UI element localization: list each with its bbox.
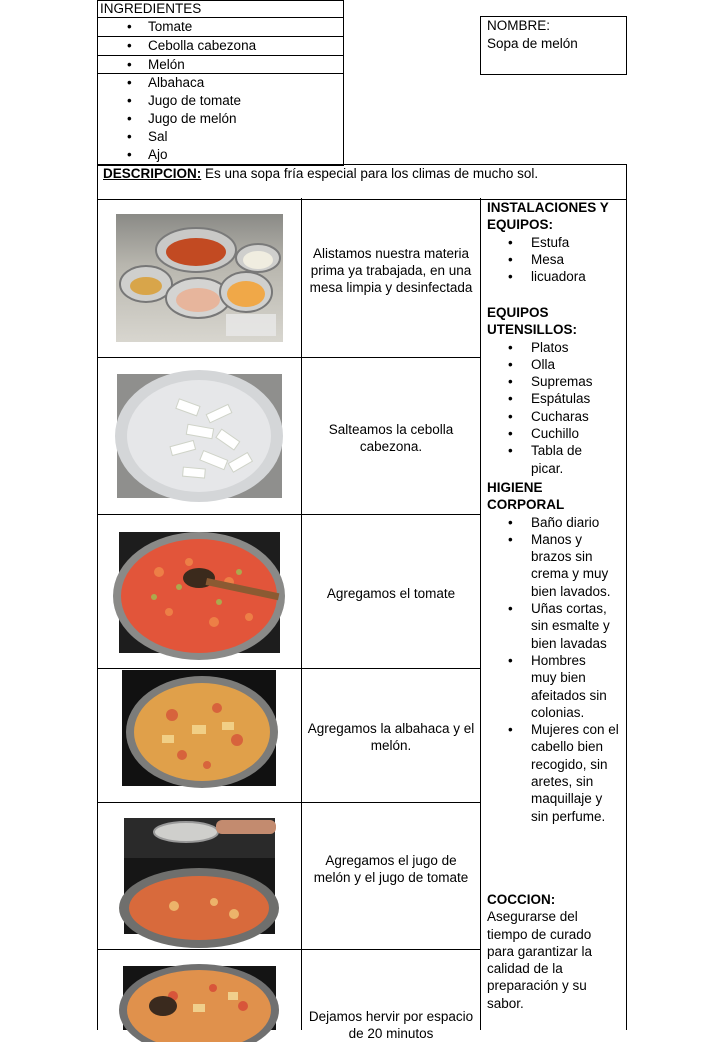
bullet-icon: • [508,531,513,547]
bullet-icon: • [508,443,513,459]
hygiene-heading: HIGIENE CORPORAL [487,480,565,513]
utensil-item: • Tabla de picar. [508,443,583,476]
ingredient-label: Jugo de melón [148,111,237,126]
bullet-icon: • [508,426,513,442]
step-description: Alistamos nuestra materia prima ya trabajada, en una mesa limpia y desinfectada [309,246,473,295]
utensil-item: • Olla [508,356,556,372]
grid-line [97,198,98,1030]
bullet-icon: • [508,374,513,390]
bullet-icon: • [508,408,513,424]
step-photo-ingredients [116,214,283,342]
bullet-icon: • [127,147,132,162]
description-text: Es una sopa fría especial para los climas de mucho sol. [201,166,539,181]
description-label: DESCRIPCION: [103,166,202,181]
step-description: Agregamos el tomate [326,586,456,601]
ingredient-item [100,92,343,110]
ingredients-title: INGREDIENTES [100,1,202,16]
bullet-icon: • [127,129,132,144]
grid-line [97,514,481,515]
bullet-icon: • [508,356,513,372]
utensil-item: • Cuchillo [508,426,580,442]
bullet-icon: • [508,722,513,738]
grid-line [97,802,481,803]
step-photo-boiling [123,966,276,1030]
bullet-icon: • [508,601,513,617]
grid-line [480,198,481,1030]
ingredient-label: Melón [148,57,185,72]
ingredient-item [100,56,343,74]
step-description: Agregamos la albahaca y el melón. [307,721,475,753]
step-photo-basil-melon [122,670,276,786]
bullet-icon: • [508,652,513,668]
hygiene-item: • Hombres muy bien afeitados sin colonias. [508,652,607,720]
bullet-icon: • [127,19,132,34]
utensils-section [487,304,627,477]
hygiene-item: • Uñas cortas, sin esmalte y bien lavadas [508,601,610,651]
bullet-icon: • [127,38,132,53]
hygiene-item: • Manos y brazos sin crema y muy bien lavados. [508,531,611,599]
bullet-icon: • [127,93,132,108]
ingredient-label: Sal [148,129,168,144]
equipment-item: • Mesa [508,251,565,267]
hygiene-section [487,479,627,825]
recipe-name: Sopa de melón [487,36,578,51]
grid-line [301,198,302,1030]
grid-line [97,357,481,358]
cooking-section [487,891,621,1012]
name-label: NOMBRE: [487,18,551,33]
cooking-heading: COCCION: [487,892,556,907]
step-photo-onion [117,374,282,498]
bullet-icon: • [508,251,513,267]
installations-section [487,199,627,285]
cooking-text: Asegurarse del tiempo de curado para garantizar la calidad de la preparación y su sabor. [487,909,593,1011]
ingredient-item [100,18,343,36]
step-description: Agregamos el jugo de melón y el jugo de tomate [313,853,469,885]
step-description: Salteamos la cebolla cabezona. [328,422,454,454]
ingredient-item [100,146,343,164]
step-photo-juices [124,818,275,934]
utensil-item: • Platos [508,339,569,355]
grid-line [97,668,481,669]
utensil-item: • Cucharas [508,408,589,424]
utensil-item: • Supremas [508,374,593,390]
step-photo-tomato [119,532,280,653]
equipment-item: • Estufa [508,234,570,250]
utensil-item: • Espátulas [508,391,591,407]
ingredient-label: Tomate [148,19,193,34]
grid-line [97,949,481,950]
equipment-item: • licuadora [508,269,586,285]
ingredient-label: Jugo de tomate [148,93,242,108]
installations-heading: INSTALACIONES Y EQUIPOS: [487,200,609,233]
step-description: Dejamos hervir por espacio de 20 minutos [308,1009,474,1041]
utensils-heading: EQUIPOS UTENSILLOS: [487,305,577,338]
ingredient-item [100,128,343,146]
bullet-icon: • [127,75,132,90]
bullet-icon: • [508,339,513,355]
bullet-icon: • [508,514,513,530]
ingredient-item [100,37,343,55]
ingredient-item [100,110,343,128]
ingredient-label: Cebolla cabezona [148,38,257,53]
ingredient-label: Ajo [148,147,168,162]
ingredient-label: Albahaca [148,75,205,90]
description [103,166,538,181]
bullet-icon: • [508,391,513,407]
hygiene-item: • Mujeres con el cabello bien recogido, sin aretes, sin maquillaje y sin perfume. [508,722,619,824]
bullet-icon: • [127,57,132,72]
bullet-icon: • [508,234,513,250]
bullet-icon: • [508,269,513,285]
bullet-icon: • [127,111,132,126]
hygiene-item: • Baño diario [508,514,600,530]
ingredient-item [100,74,343,92]
